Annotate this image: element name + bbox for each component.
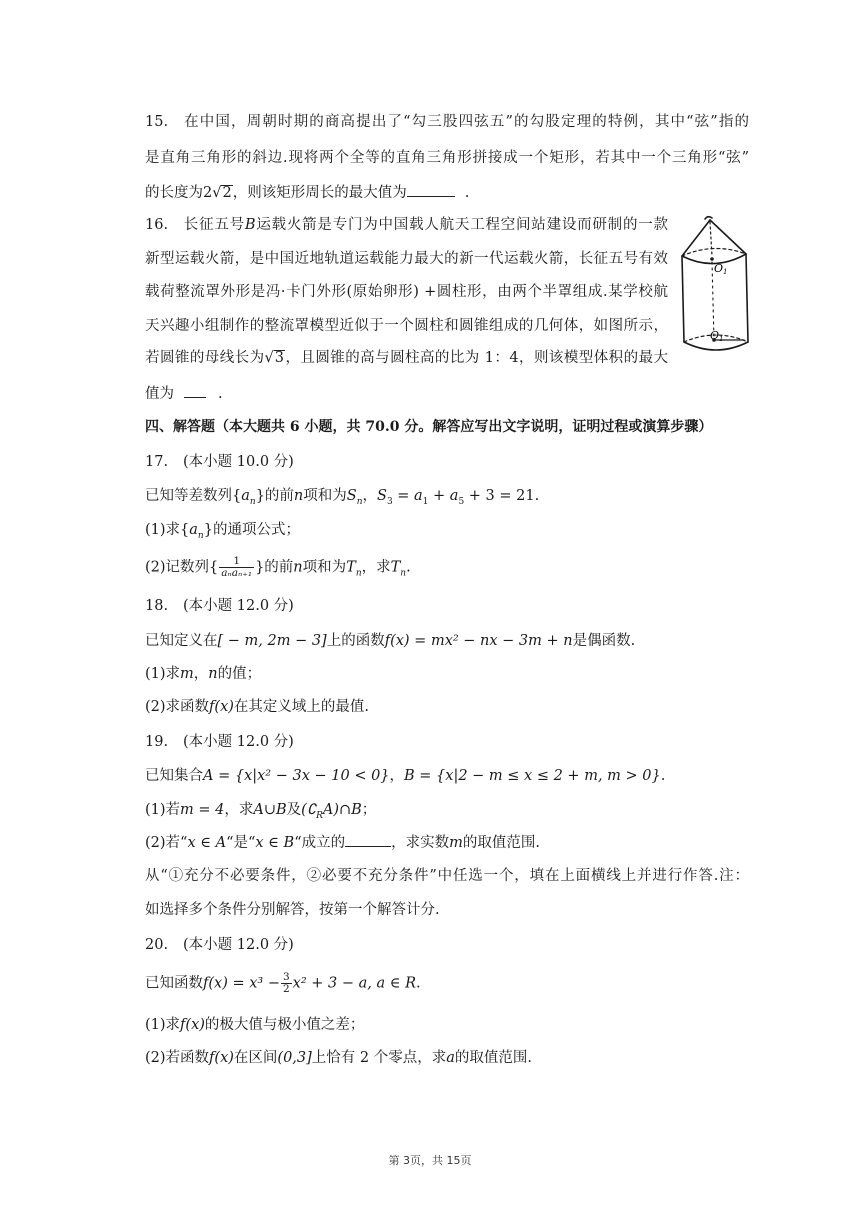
- q18-line-1: 已知定义在[ − m, 2m − 3]上的函数f(x) = mx² − nx − 3m + n是偶函数.: [145, 633, 636, 649]
- section-4-header: 四、解答题（本大题共 6 小题，共 70.0 分。解答应写出文字说明，证明过程或演算步骤）: [145, 419, 713, 435]
- q19-choice-line-2: 如选择多个条件分别解答，按第一个解答计分.: [145, 902, 440, 918]
- q15-line-2: 是直角三角形的斜边.现将两个全等的直角三角形拼接成一个矩形，若其中一个三角形“弦”: [145, 150, 749, 166]
- q17-score: (本小题 10.0 分): [183, 454, 294, 470]
- q18-part-1: (1)求m，n的值；: [145, 666, 262, 682]
- q17-part-1: (1)求$\{a_n\}$的通项公式；: [145, 522, 300, 541]
- fraction: $\frac{1}{\text{aₙaₙ₊₁}}$: [221, 555, 253, 579]
- q17-header: 17. (本小题 10.0 分): [145, 454, 294, 470]
- q20-score: (本小题 12.0 分): [183, 937, 294, 953]
- q19-part-2: (2)若“x ∈ A“是“x ∈ B“成立的 ，求实数m的取值范围.: [145, 832, 540, 853]
- page-footer: 第 3页，共 15页: [388, 1154, 472, 1167]
- q19-choice-line-1: 从“①充分不必要条件，②必要不充分条件”中任选一个，填在上面横线上并进行作答.注：: [145, 868, 749, 884]
- q18-part-2: (2)求函数f(x)在其定义域上的最值.: [145, 699, 370, 715]
- q15-line-3: 的长度为2√2，则该矩形周长的最大值为 .: [145, 182, 469, 203]
- answer-blank: [345, 832, 391, 847]
- answer-blank: [184, 383, 206, 398]
- q17-line-1: 已知等差数列$\{a_n\}$的前n项和为$S_n$，$S_3 = a_1 + a_5 + 3 = 21$.: [145, 488, 540, 507]
- q16-line-2: 新型运载火箭，是中国近地轨道运载能力最大的新一代运载火箭，长征五号有效: [145, 251, 668, 267]
- q20-part-2: (2)若函数f(x)在区间(0,3]上恰有 2 个零点，求a的取值范围.: [145, 1050, 532, 1066]
- q19-part-1: (1)若m = 4，求A∪B及$(∁_RA)\cap B$；: [145, 802, 377, 821]
- cone-height: [710, 222, 712, 256]
- cylinder-left-edge: [682, 256, 684, 342]
- q16-line-3: 载荷整流罩外形是冯·卡门外形(原始卵形) +圆柱形，由两个半罩组成.某学校航: [145, 284, 668, 300]
- cylinder-right-edge: [746, 254, 748, 342]
- q16-line-5: 若圆锥的母线长为√3，且圆锥的高与圆柱高的比为 1：4，则该模型体积的最大: [145, 350, 669, 366]
- q17-part-2: (2)记数列{ $\frac{1}{\text{aₙaₙ₊₁}}$ }的前n项和为$T_n$，求$T_n$.: [145, 555, 411, 579]
- answer-blank: [407, 182, 455, 197]
- sqrt-coefficient: 2: [203, 185, 213, 201]
- apex-mark: [705, 217, 712, 219]
- q15-text-1: 在中国，周朝时期的商高提出了“勾三股四弦五”的勾股定理的特例，其中“弦”指的: [183, 114, 749, 130]
- top-center-dot: [710, 257, 714, 261]
- q15-number: 15.: [145, 114, 169, 130]
- sqrt-radicand: 3: [274, 350, 285, 366]
- q20-header: 20. (本小题 12.0 分): [145, 937, 294, 953]
- q16-line-4: 天兴趣小组制作的整流罩模型近似于一个圆柱和圆锥组成的几何体，如图所示，: [145, 318, 668, 334]
- cylinder-cone-figure: [672, 212, 762, 377]
- q18-score: (本小题 12.0 分): [183, 598, 294, 614]
- sqrt-radicand: 2: [222, 185, 232, 201]
- q19-header: 19. (本小题 12.0 分): [145, 734, 294, 750]
- q19-score: (本小题 12.0 分): [183, 734, 294, 750]
- q15-line-1: [145, 112, 749, 132]
- top-center-label: O1: [714, 262, 728, 276]
- top-ellipse-back: [682, 248, 746, 256]
- q16-number: 16.: [145, 217, 169, 233]
- q18-header: 18. (本小题 12.0 分): [145, 598, 294, 614]
- bottom-center-label: O1: [710, 329, 724, 343]
- fraction: $\frac{3}{2}$: [282, 971, 290, 995]
- sqrt-symbol: √: [212, 185, 222, 201]
- q16-line-6: 值为 .: [145, 383, 223, 404]
- cone-right-edge: [710, 220, 746, 254]
- q20-line-1: 已知函数f(x) = x³ − $\frac{3}{2}$ x² + 3 − a, a ∈ R.: [145, 971, 421, 995]
- q16-line-1: 16. 长征五号B运载火箭是专门为中国载人航天工程空间站建设而研制的一款: [145, 217, 669, 233]
- q20-part-1: (1)求f(x)的极大值与极小值之差；: [145, 1017, 365, 1033]
- q19-line-1: 已知集合A = {x|x² − 3x − 10 < 0}，B = {x|2 − m ≤ x ≤ 2 + m, m > 0}.: [145, 768, 666, 784]
- bottom-ellipse-front: [684, 342, 748, 350]
- sqrt-symbol: √: [264, 350, 274, 366]
